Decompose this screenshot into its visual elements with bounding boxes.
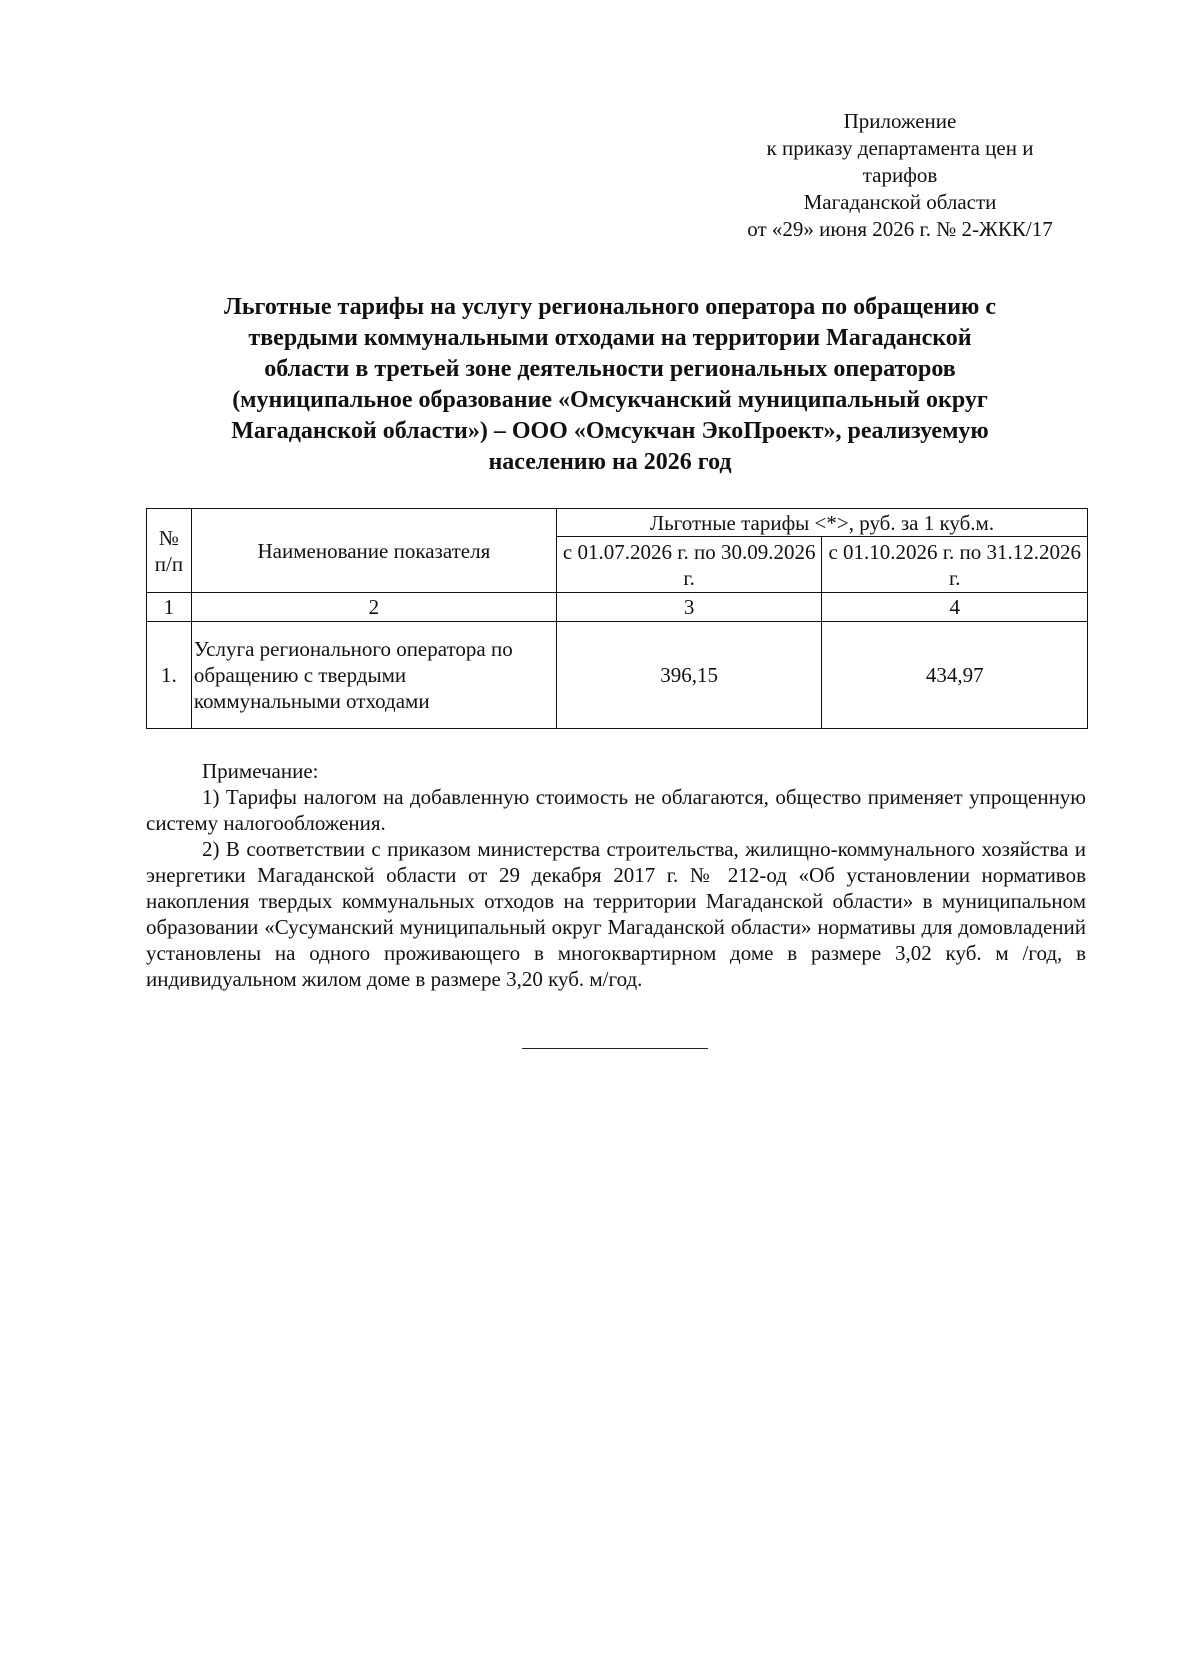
header-num: № п/п xyxy=(147,509,192,593)
title-line: твердыми коммунальными отходами на территории Магаданской xyxy=(248,325,972,351)
column-index-row xyxy=(147,593,1088,622)
note-item: 1) Тарифы налогом на добавленную стоимость не облагаются, общество применяет упрощенную систему налогообложения. xyxy=(146,785,1086,835)
appendix-line: от «29» июня 2026 г. № 2-ЖКК/17 xyxy=(747,217,1053,241)
header-period-2: с 01.10.2026 г. по 31.12.2026 г. xyxy=(822,537,1088,593)
appendix-header xyxy=(700,108,1100,243)
title-line: области в третьей зоне деятельности региональных операторов xyxy=(264,356,956,382)
document-title xyxy=(140,292,1080,478)
header-period-1: с 01.07.2026 г. по 30.09.2026 г. xyxy=(556,537,822,593)
row-value-period-1: 396,15 xyxy=(556,622,822,729)
tariffs-table xyxy=(146,508,1088,729)
appendix-line: Приложение xyxy=(843,109,957,133)
row-num: 1. xyxy=(147,622,192,729)
appendix-line: тарифов xyxy=(862,163,938,187)
row-name: Услуга регионального оператора по обращению с твердыми коммунальными отходами xyxy=(191,622,556,729)
table-row xyxy=(147,622,1088,729)
note-item: 2) В соответствии с приказом министерства строительства, жилищно-коммунального хозяйства и энергетики Магаданской области от 29 декабря 2017 г. № 212-од «Об установлении нормативов накопления твердых коммунальных отходов на территории Магаданской области» в муниципальном образовании «Сусуманский муниципальный округ Магаданской области» нормативы для домовладений установлены на одного проживающего в многоквартирном доме в размере 3,02 куб. м /год, в индивидуальном жилом доме в размере 3,20 куб. м/год. xyxy=(146,837,1086,991)
column-index: 3 xyxy=(556,593,822,622)
column-index: 4 xyxy=(822,593,1088,622)
title-line: Магаданской области») – ООО «Омсукчан ЭкоПроект», реализуемую xyxy=(231,418,989,444)
header-name: Наименование показателя xyxy=(191,509,556,593)
appendix-line: Магаданской области xyxy=(803,190,997,214)
title-line: (муниципальное образование «Омсукчанский муниципальный округ xyxy=(232,387,988,413)
title-line: населению на 2026 год xyxy=(488,449,732,475)
title-line: Льготные тарифы на услугу регионального оператора по обращению с xyxy=(223,294,997,320)
column-index: 1 xyxy=(147,593,192,622)
closing-divider xyxy=(522,1048,708,1049)
column-index: 2 xyxy=(191,593,556,622)
notes-title: Примечание: xyxy=(202,759,319,783)
row-value-period-2: 434,97 xyxy=(822,622,1088,729)
notes-section xyxy=(146,758,1086,992)
appendix-line: к приказу департамента цен и xyxy=(766,136,1034,160)
header-tariffs-group: Льготные тарифы <*>, руб. за 1 куб.м. xyxy=(556,509,1087,537)
